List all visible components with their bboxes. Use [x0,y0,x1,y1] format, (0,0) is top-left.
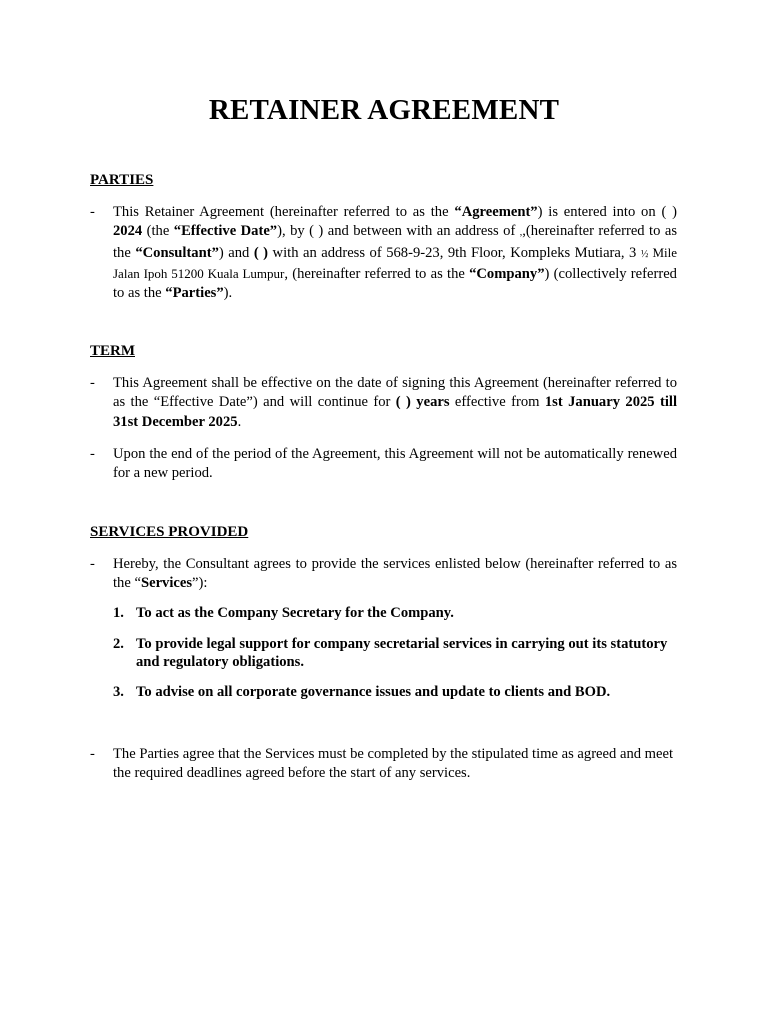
term-heading: TERM [90,343,135,359]
list-number: 3. [113,684,124,700]
bullet-dash: - [90,204,95,220]
document-title: RETAINER AGREEMENT [208,94,560,126]
services-text-1: Hereby, the Consultant agrees to provide the services enlisted below (hereinafter referred to as the “Services”): [113,556,677,592]
services-heading: SERVICES PROVIDED [90,524,249,540]
service-item-2 [113,635,673,671]
bullet-dash: - [90,556,95,572]
bullet-dash: - [90,375,95,391]
bullet-dash: - [90,446,95,462]
service-item-3 [113,683,673,701]
parties-paragraph [90,203,677,303]
parties-heading: PARTIES [90,172,154,188]
service-item-1 [113,604,673,622]
services-text-2: The Parties agree that the Services must be completed by the stipulated time as agreed and meet the required deadlines agreed before the start of any services. [113,746,674,782]
bullet-dash: - [90,746,95,762]
list-number: 2. [113,636,124,652]
list-number: 1. [113,605,124,621]
list-item-text: To provide legal support for company secretarial services in carrying out its statutory and regulatory obligations. [136,636,668,670]
term-text-1: This Agreement shall be effective on the date of signing this Agreement (hereinafter referred to as the “Effective Date”) and will continue for ( ) years effective from 1st January 2025 till 31st December 2025. [113,375,678,430]
services-paragraph-2 [90,745,677,784]
term-text-2: Upon the end of the period of the Agreement, this Agreement will not be automatically renewed for a new period. [113,446,677,482]
list-item-text: To advise on all corporate governance issues and update to clients and BOD. [136,684,611,700]
list-item-text: To act as the Company Secretary for the Company. [136,605,454,621]
term-paragraph-1 [90,374,677,432]
services-paragraph-1 [90,555,677,594]
term-paragraph-2 [90,445,677,484]
parties-text: This Retainer Agreement (hereinafter referred to as the “Agreement”) is entered into on ( ) 2024 (the “Effective Date”), by ( ) and between with an address of ,,(hereinafter referred to as the “Consultant”) and ( ) with an address of 568-9-23, 9th Floor, Kompleks Mutiara, 3 ½ Mile Jalan Ipoh 51200 Kuala Lumpur, (hereinafter referred to as the “Company”) (collectively referred to as the “Parties”). [113,204,678,302]
